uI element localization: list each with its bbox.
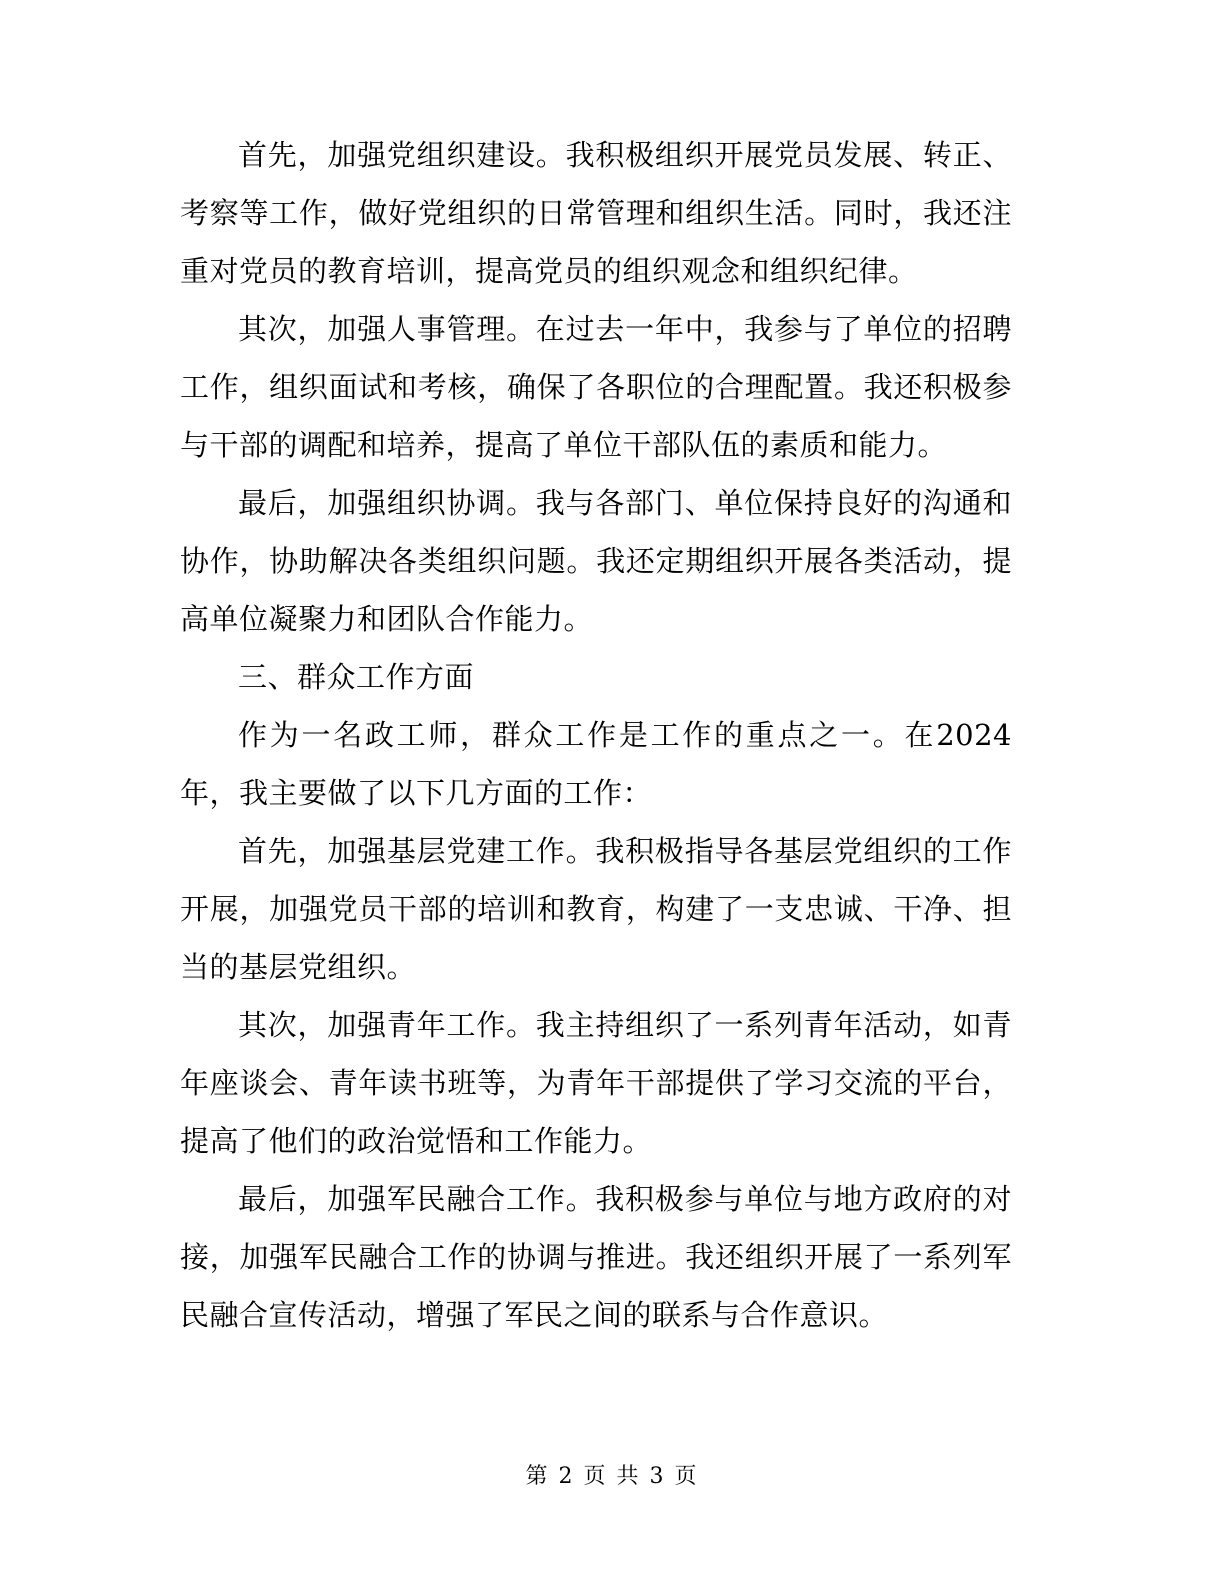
- paragraph-mass-work-intro: 作为一名政工师，群众工作是工作的重点之一。在2024年，我主要做了以下几方面的工作：: [180, 718, 1012, 810]
- paragraph-personnel-management: 其次，加强人事管理。在过去一年中，我参与了单位的招聘工作，组织面试和考核，确保了各职位的合理配置。我还积极参与干部的调配和培养，提高了单位干部队伍的素质和能力。: [180, 312, 1012, 462]
- paragraph-party-organization: 首先，加强党组织建设。我积极组织开展党员发展、转正、考察等工作，做好党组织的日常管理和组织生活。同时，我还注重对党员的教育培训，提高党员的组织观念和组织纪律。: [180, 138, 1012, 288]
- page-footer: 第 2 页 共 3 页: [525, 1464, 699, 1489]
- document-body: [180, 126, 1012, 1344]
- section-heading-mass-work: 三、群众工作方面: [238, 660, 475, 694]
- paragraph-organization-coordination: 最后，加强组织协调。我与各部门、单位保持良好的沟通和协作，协助解决各类组织问题。我还定期组织开展各类活动，提高单位凝聚力和团队合作能力。: [180, 486, 1012, 636]
- paragraph-youth-work: 其次，加强青年工作。我主持组织了一系列青年活动，如青年座谈会、青年读书班等，为青年干部提供了学习交流的平台，提高了他们的政治觉悟和工作能力。: [180, 1008, 1012, 1158]
- paragraph-grassroots-party-building: 首先，加强基层党建工作。我积极指导各基层党组织的工作开展，加强党员干部的培训和教育，构建了一支忠诚、干净、担当的基层党组织。: [180, 834, 1012, 984]
- paragraph-military-civilian-integration: 最后，加强军民融合工作。我积极参与单位与地方政府的对接，加强军民融合工作的协调与推进。我还组织开展了一系列军民融合宣传活动，增强了军民之间的联系与合作意识。: [180, 1182, 1012, 1332]
